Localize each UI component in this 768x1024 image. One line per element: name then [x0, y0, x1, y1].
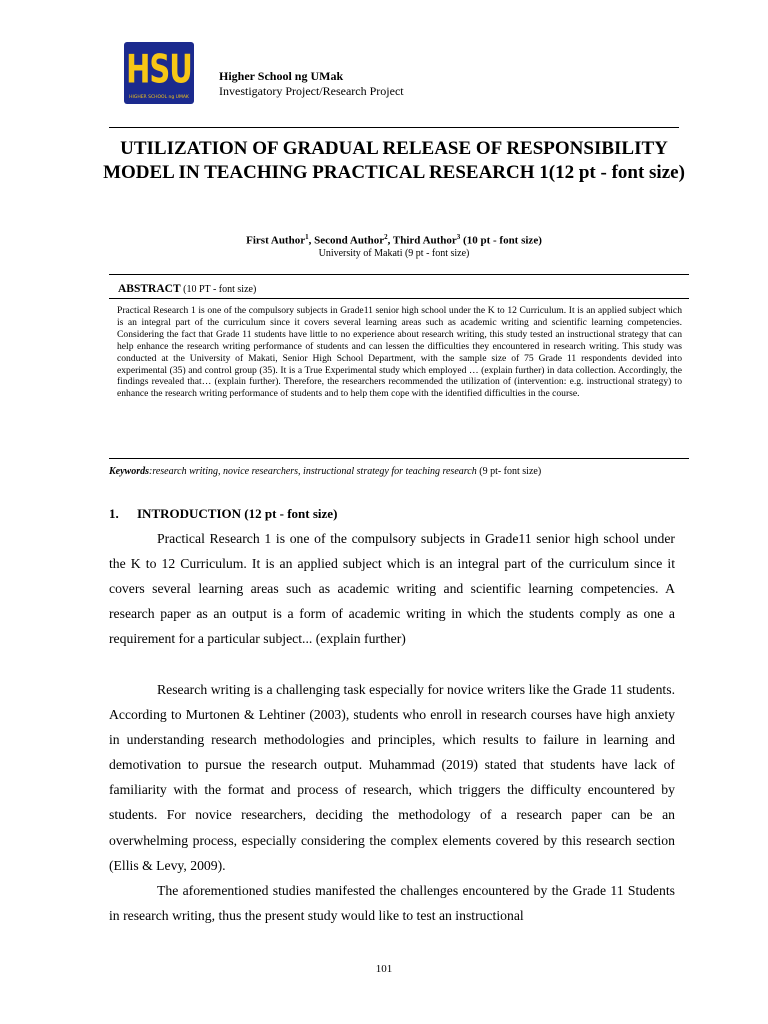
abstract-bottom-rule [109, 458, 689, 459]
author-3-sup: 3 [456, 233, 461, 241]
page-number: 101 [375, 963, 393, 975]
affiliation: University of Makati (9 pt - font size) [318, 248, 470, 259]
logo-letters: HSU [126, 46, 192, 92]
abstract-text: Practical Research 1 is one of the compulsory subjects in Grade11 senior high school under the K to 12 Curriculum. It is an applied subject which is an integral part of the curriculum since it covers several learning areas such as academic writing and scientific learning competencies. Considering the fact that Grade 11 students have little to no experience about research writing, this study tested an instructional strategy that can help enhance the research writing performance of students and can lessen the difficulties they encountered in research writing. This study was conducted at the University of Makati, Senior High School Department, with the sample size of 75 Grade 11 respondents devided into experimental (35) and control group (35). It is a True Experimental study which employed … (explain further) in data collection. Accordingly, the findings revealed that… (explain further). Therefore, the researchers recommended the utilization of (intervention: e.g. instructional strategy) to enhance the research writing performance of students and to help them cope with the identified difficulties in the course. [117, 305, 682, 400]
intro-paragraph-1 [109, 526, 675, 651]
abstract-top-rule [109, 274, 689, 275]
author-1-sup: 1 [305, 233, 309, 241]
keywords-line [109, 466, 541, 477]
project-type: Investigatory Project/Research Project [219, 84, 404, 98]
school-name: Higher School ng UMak [219, 69, 344, 83]
logo-subtext: HIGHER SCHOOL ng UMAK [129, 95, 189, 100]
paper-title: UTILIZATION OF GRADUAL RELEASE OF RESPONSIBILITY MODEL IN TEACHING PRACTICAL RESEARCH 1(12 pt - font size) [103, 138, 685, 183]
paragraph-text: The aforementioned studies manifested the challenges encountered by the Grade 11 Students in research writing, thus the present study would like to test an instructional [109, 883, 675, 924]
paragraph-text: Research writing is a challenging task especially for novice writers like the Grade 11 students. According to Murtonen & Lehtiner (2003), students who enroll in research courses have high anxiety in understanding research methodologies and principles, which results to failure in learning and demotivation to pursue the research output. Muhammad (2019) stated that students have lack of familiarity with the format and process of research, which triggers the difficulty encountered by students. For novice researchers, deciding the methodology of a research paper can be an overwhelming process, especially considering the complex elements covered by this research section (Ellis & Levy, 2009). [109, 682, 675, 873]
abstract-size-note: (10 PT - font size) [180, 284, 257, 295]
introduction-heading [109, 506, 337, 522]
keywords-label: Keywords [109, 466, 149, 477]
section-number: 1. [109, 506, 119, 521]
school-logo [124, 42, 194, 104]
abstract-heading [118, 283, 256, 295]
section-title: INTRODUCTION (12 pt - font size) [137, 506, 338, 521]
abstract-label: ABSTRACT [118, 283, 181, 295]
intro-paragraph-3 [109, 878, 675, 928]
author-2-sup: 2 [384, 233, 388, 241]
paragraph-text: Practical Research 1 is one of the compulsory subjects in Grade11 senior high school under the K to 12 Curriculum. It is an applied subject which is an integral part of the curriculum since it covers several learning areas such as academic writing and scientific learning competencies. A research paper as an output is a form of academic writing in which the students comply as one a requirement for a particular subject... (explain further) [109, 531, 675, 647]
author-2: , Second Author [308, 234, 385, 247]
author-size-note: (10 pt - font size) [460, 234, 542, 247]
abstract-mid-rule [109, 298, 689, 299]
author-line [100, 233, 688, 247]
keywords-text: :research writing, novice researchers, instructional strategy for teaching research [149, 466, 477, 477]
intro-paragraph-2 [109, 677, 675, 878]
author-1: First Author [246, 234, 306, 247]
header-divider [109, 127, 679, 128]
author-3: , Third Author [387, 234, 457, 247]
keywords-size-note: (9 pt- font size) [476, 466, 542, 477]
